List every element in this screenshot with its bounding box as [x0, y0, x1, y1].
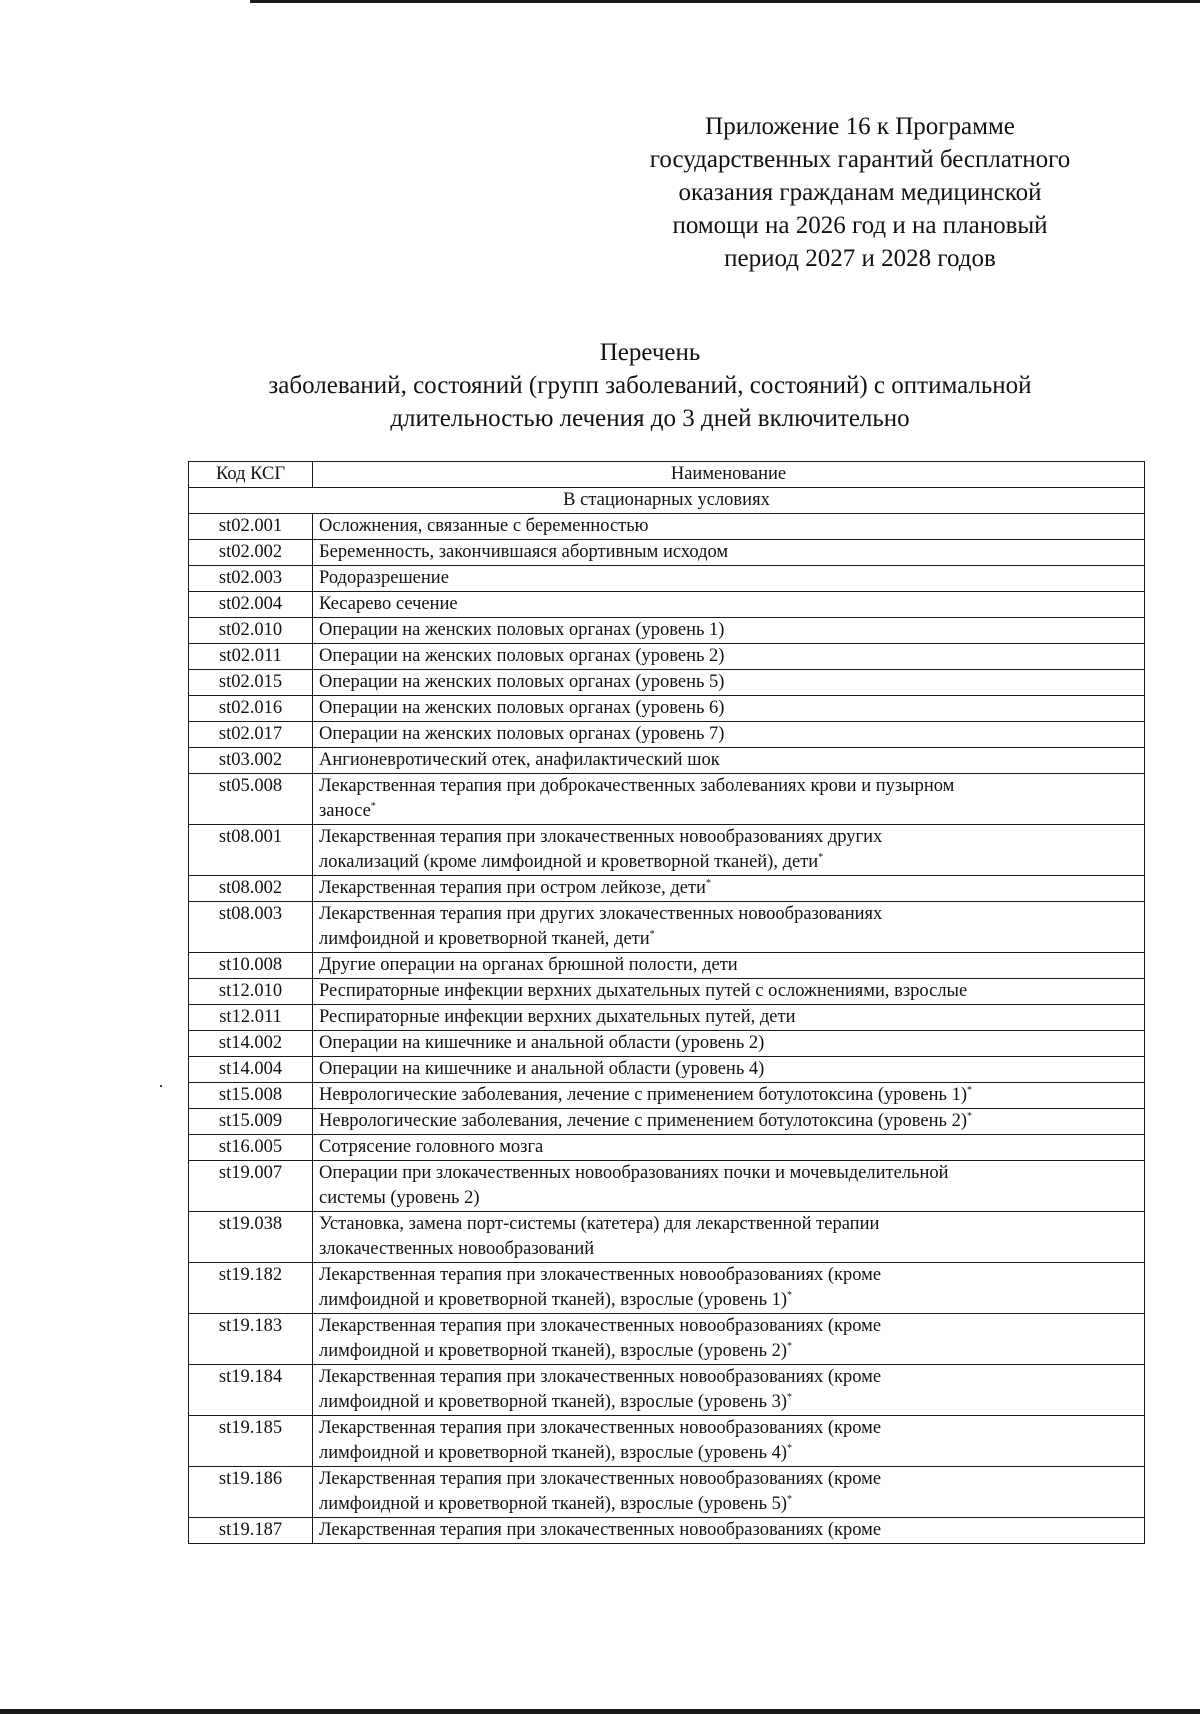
ksg-table	[188, 461, 1145, 1544]
ksg-name-text: Лекарственная терапия при других злокачественных новообразованиях	[319, 904, 883, 924]
ksg-name	[313, 514, 1145, 540]
table-row	[189, 592, 1145, 618]
ksg-name	[313, 1083, 1145, 1109]
ksg-name-text: Операции на женских половых органах (уровень 1)	[319, 620, 725, 640]
ksg-name-text: Операции на кишечнике и анальной области (уровень 4)	[319, 1059, 765, 1079]
ksg-code: st02.004	[189, 592, 313, 618]
ksg-code: st02.010	[189, 618, 313, 644]
table-row	[189, 774, 1145, 825]
title-line: длительностью лечения до 3 дней включительно	[390, 405, 910, 432]
scan-edge-bottom	[0, 1709, 1200, 1714]
table-row	[189, 1109, 1145, 1135]
ksg-name-line	[319, 1135, 1138, 1160]
ksg-name-text: заносе	[319, 801, 371, 821]
ksg-name-text: Операции на кишечнике и анальной области (уровень 2)	[319, 1033, 765, 1053]
ksg-name-text: лимфоидной и кроветворной тканей), взрослые (уровень 3)	[319, 1392, 788, 1412]
ksg-name	[313, 1467, 1145, 1518]
table-row	[189, 644, 1145, 670]
table-body	[189, 488, 1145, 1544]
ksg-name	[313, 722, 1145, 748]
table-row	[189, 1518, 1145, 1544]
ksg-code: st02.011	[189, 644, 313, 670]
appendix-line: государственных гарантий бесплатного	[649, 146, 1071, 173]
ksg-name	[313, 1365, 1145, 1416]
ksg-name-line	[319, 774, 1138, 799]
table-row	[189, 696, 1145, 722]
title-line: Перечень	[599, 339, 701, 366]
ksg-name-text: Операции на женских половых органах (уровень 2)	[319, 646, 725, 666]
ksg-code: st19.184	[189, 1365, 313, 1416]
ksg-name	[313, 618, 1145, 644]
ksg-code: st02.002	[189, 540, 313, 566]
ksg-name-text: Неврологические заболевания, лечение с применением ботулотоксина (уровень 1)	[319, 1085, 968, 1105]
table-row	[189, 1161, 1145, 1212]
ksg-name-line	[319, 902, 1138, 927]
ksg-name-line	[319, 1416, 1138, 1441]
table-row	[189, 953, 1145, 979]
ksg-name-line	[319, 1441, 1138, 1466]
ksg-name-text: локализаций (кроме лимфоидной и кроветворной тканей), дети	[319, 852, 819, 872]
footnote-mark: *	[967, 1110, 973, 1122]
ksg-name-line	[319, 1212, 1138, 1237]
ksg-code: st02.016	[189, 696, 313, 722]
ksg-code: st02.015	[189, 670, 313, 696]
ksg-name-text: Установка, замена порт-системы (катетера) для лекарственной терапии	[319, 1214, 880, 1234]
ksg-name-line	[319, 850, 1138, 875]
ksg-name-text: Респираторные инфекции верхних дыхательных путей с осложнениями, взрослые	[319, 981, 968, 1001]
table-row	[189, 1135, 1145, 1161]
ksg-name-text: Лекарственная терапия при злокачественных новообразованиях (кроме	[319, 1316, 882, 1336]
table-row	[189, 1263, 1145, 1314]
ksg-name	[313, 696, 1145, 722]
ksg-name-line	[319, 722, 1138, 747]
ksg-name	[313, 1005, 1145, 1031]
ksg-name-line	[319, 566, 1138, 591]
ksg-name	[313, 1263, 1145, 1314]
table-row	[189, 1057, 1145, 1083]
ksg-name-line	[319, 1339, 1138, 1364]
ksg-name-text: Лекарственная терапия при остром лейкозе, дети	[319, 878, 706, 898]
ksg-name-line	[319, 1467, 1138, 1492]
ksg-name-text: Операции на женских половых органах (уровень 5)	[319, 672, 725, 692]
ksg-name-text: Осложнения, связанные с беременностью	[319, 516, 649, 536]
ksg-name	[313, 748, 1145, 774]
ksg-code: st14.002	[189, 1031, 313, 1057]
table-row	[189, 618, 1145, 644]
ksg-code: st12.010	[189, 979, 313, 1005]
ksg-name	[313, 540, 1145, 566]
table-row	[189, 1467, 1145, 1518]
appendix-line: помощи на 2026 год и на плановый	[672, 212, 1048, 239]
ksg-name	[313, 670, 1145, 696]
ksg-name-text: Лекарственная терапия при злокачественных новообразованиях (кроме	[319, 1367, 882, 1387]
ksg-name-line	[319, 799, 1138, 824]
ksg-name	[313, 774, 1145, 825]
table-header-row	[189, 462, 1145, 488]
ksg-name-line	[319, 953, 1138, 978]
table-row	[189, 1083, 1145, 1109]
ksg-name-line	[319, 1390, 1138, 1415]
footnote-mark: *	[967, 1084, 973, 1096]
scan-speck	[160, 1085, 162, 1087]
ksg-name-text: Беременность, закончившаяся абортивным исходом	[319, 542, 729, 562]
ksg-name	[313, 953, 1145, 979]
ksg-code: st19.185	[189, 1416, 313, 1467]
ksg-name-line	[319, 670, 1138, 695]
table-row	[189, 979, 1145, 1005]
ksg-code: st14.004	[189, 1057, 313, 1083]
ksg-code: st10.008	[189, 953, 313, 979]
ksg-code: st08.001	[189, 825, 313, 876]
ksg-code: st15.008	[189, 1083, 313, 1109]
ksg-name	[313, 1416, 1145, 1467]
ksg-code: st02.017	[189, 722, 313, 748]
ksg-name-text: Операции при злокачественных новообразованиях почки и мочевыделительной	[319, 1163, 949, 1183]
ksg-name-line	[319, 618, 1138, 643]
ksg-name-text: Лекарственная терапия при злокачественных новообразованиях (кроме	[319, 1469, 882, 1489]
ksg-code: st08.002	[189, 876, 313, 902]
table-row	[189, 514, 1145, 540]
ksg-name-line	[319, 592, 1138, 617]
ksg-name-text: лимфоидной и кроветворной тканей), взрослые (уровень 1)	[319, 1290, 788, 1310]
table-row	[189, 902, 1145, 953]
ksg-name	[313, 1314, 1145, 1365]
ksg-name-line	[319, 1083, 1138, 1108]
table-row	[189, 825, 1145, 876]
ksg-name-line	[319, 1161, 1138, 1186]
ksg-code: st16.005	[189, 1135, 313, 1161]
ksg-name-text: Лекарственная терапия при злокачественных новообразованиях (кроме	[319, 1265, 882, 1285]
ksg-name	[313, 1518, 1145, 1544]
appendix-line: период 2027 и 2028 годов	[724, 245, 996, 272]
table-row	[189, 566, 1145, 592]
footnote-mark: *	[787, 1289, 793, 1301]
ksg-code: st15.009	[189, 1109, 313, 1135]
ksg-name	[313, 644, 1145, 670]
ksg-name-text: Лекарственная терапия при злокачественных новообразованиях других	[319, 827, 883, 847]
ksg-name-line	[319, 1005, 1138, 1030]
ksg-name-line	[319, 979, 1138, 1004]
ksg-name-text: лимфоидной и кроветворной тканей), взрослые (уровень 4)	[319, 1443, 788, 1463]
ksg-name-text: Респираторные инфекции верхних дыхательных путей, дети	[319, 1007, 796, 1027]
ksg-name-line	[319, 1492, 1138, 1517]
ksg-name-text: Лекарственная терапия при доброкачественных заболеваниях крови и пузырном	[319, 776, 955, 796]
footnote-mark: *	[787, 1493, 793, 1505]
ksg-code: st03.002	[189, 748, 313, 774]
ksg-name	[313, 1109, 1145, 1135]
ksg-name-text: Лекарственная терапия при злокачественных новообразованиях (кроме	[319, 1418, 882, 1438]
ksg-name-line	[319, 1186, 1138, 1211]
footnote-mark: *	[705, 877, 711, 889]
table-row	[189, 1365, 1145, 1416]
ksg-name-line	[319, 514, 1138, 539]
ksg-name-line	[319, 1288, 1138, 1313]
appendix-line: оказания гражданам медицинской	[678, 179, 1042, 206]
header-code: Код КСГ	[189, 462, 313, 488]
table-row	[189, 1416, 1145, 1467]
ksg-name-text: системы (уровень 2)	[319, 1188, 480, 1208]
table-row	[189, 1005, 1145, 1031]
ksg-name-line	[319, 1109, 1138, 1134]
header-name: Наименование	[313, 462, 1145, 488]
ksg-name	[313, 876, 1145, 902]
ksg-name-line	[319, 1365, 1138, 1390]
ksg-name-text: злокачественных новообразований	[319, 1239, 595, 1259]
ksg-name-text: Родоразрешение	[319, 568, 449, 588]
section-label: В стационарных условиях	[189, 488, 1145, 514]
ksg-name-text: лимфоидной и кроветворной тканей), взрослые (уровень 2)	[319, 1341, 788, 1361]
ksg-name-line	[319, 1263, 1138, 1288]
ksg-name-line	[319, 1314, 1138, 1339]
document-title	[150, 336, 1150, 435]
ksg-name	[313, 979, 1145, 1005]
table-row	[189, 876, 1145, 902]
ksg-code: st08.003	[189, 902, 313, 953]
ksg-code: st12.011	[189, 1005, 313, 1031]
ksg-name	[313, 1031, 1145, 1057]
ksg-name-text: Кесарево сечение	[319, 594, 458, 614]
ksg-code: st19.182	[189, 1263, 313, 1314]
appendix-line: Приложение 16 к Программе	[705, 113, 1015, 140]
ksg-name-line	[319, 1518, 1138, 1543]
ksg-name-text: Лекарственная терапия при злокачественных новообразованиях (кроме	[319, 1520, 882, 1540]
table-row	[189, 670, 1145, 696]
ksg-code: st19.038	[189, 1212, 313, 1263]
ksg-name-line	[319, 876, 1138, 901]
ksg-name-line	[319, 1237, 1138, 1262]
footnote-mark: *	[787, 1442, 793, 1454]
ksg-name-line	[319, 540, 1138, 565]
section-row	[189, 488, 1145, 514]
ksg-name	[313, 1057, 1145, 1083]
title-line: заболеваний, состояний (групп заболеваний, состояний) с оптимальной	[268, 372, 1032, 399]
table-row	[189, 1212, 1145, 1263]
footnote-mark: *	[818, 851, 824, 863]
ksg-name	[313, 1135, 1145, 1161]
footnote-mark: *	[370, 800, 376, 812]
table-row	[189, 748, 1145, 774]
appendix-header	[610, 110, 1110, 275]
scan-edge-top	[250, 0, 1200, 3]
ksg-name-text: Операции на женских половых органах (уровень 7)	[319, 724, 725, 744]
ksg-name-text: Неврологические заболевания, лечение с применением ботулотоксина (уровень 2)	[319, 1111, 968, 1131]
footnote-mark: *	[649, 928, 655, 940]
ksg-name	[313, 566, 1145, 592]
ksg-name	[313, 825, 1145, 876]
footnote-mark: *	[787, 1340, 793, 1352]
ksg-name-text: Сотрясение головного мозга	[319, 1137, 544, 1157]
ksg-name-text: лимфоидной и кроветворной тканей, дети	[319, 929, 650, 949]
ksg-name-line	[319, 825, 1138, 850]
ksg-name-text: Ангионевротический отек, анафилактический шок	[319, 750, 720, 770]
ksg-code: st19.186	[189, 1467, 313, 1518]
ksg-name-line	[319, 927, 1138, 952]
ksg-code: st05.008	[189, 774, 313, 825]
ksg-name-line	[319, 696, 1138, 721]
table-row	[189, 722, 1145, 748]
ksg-name-text: Другие операции на органах брюшной полости, дети	[319, 955, 738, 975]
ksg-name	[313, 1161, 1145, 1212]
footnote-mark: *	[787, 1391, 793, 1403]
ksg-name-line	[319, 644, 1138, 669]
ksg-code: st02.003	[189, 566, 313, 592]
ksg-name-line	[319, 1031, 1138, 1056]
ksg-name	[313, 1212, 1145, 1263]
ksg-name	[313, 592, 1145, 618]
ksg-name-line	[319, 748, 1138, 773]
ksg-code: st02.001	[189, 514, 313, 540]
table-row	[189, 1031, 1145, 1057]
ksg-name	[313, 902, 1145, 953]
table-row	[189, 540, 1145, 566]
ksg-code: st19.187	[189, 1518, 313, 1544]
ksg-name-text: лимфоидной и кроветворной тканей), взрослые (уровень 5)	[319, 1494, 788, 1514]
ksg-name-text: Операции на женских половых органах (уровень 6)	[319, 698, 725, 718]
ksg-code: st19.183	[189, 1314, 313, 1365]
ksg-name-line	[319, 1057, 1138, 1082]
table-row	[189, 1314, 1145, 1365]
ksg-code: st19.007	[189, 1161, 313, 1212]
